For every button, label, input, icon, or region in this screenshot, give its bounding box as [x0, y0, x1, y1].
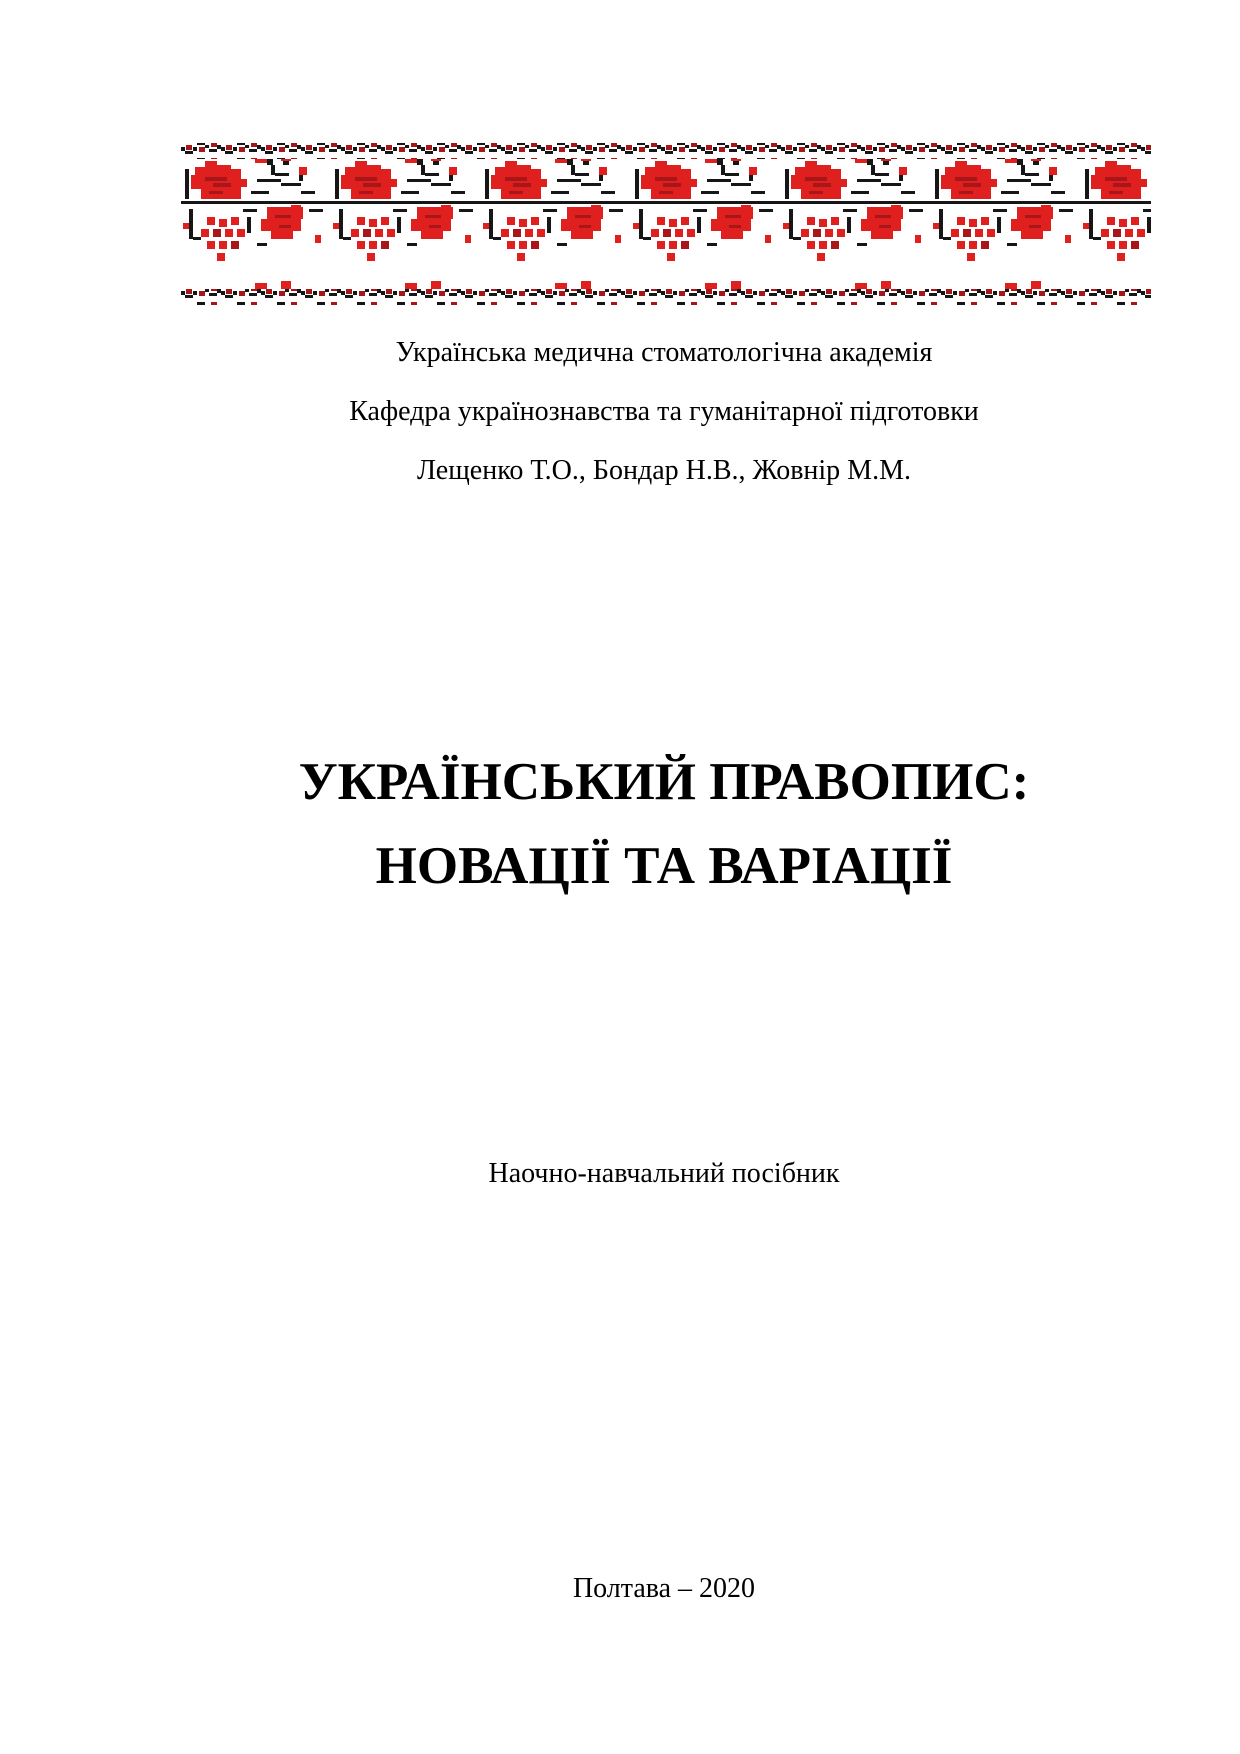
institution-name: Українська медична стоматологічна академія [395, 337, 933, 368]
document-subtitle: Наочно-навчальний посібник [488, 1158, 840, 1189]
department-name: Кафедра українознавства та гуманітарної підготовки [349, 396, 979, 427]
document-title-line-2: НОВАЦІЇ ТА ВАРІАЦІЇ [375, 837, 953, 895]
authors: Лещенко Т.О., Бондар Н.В., Жовнір М.М. [417, 455, 911, 486]
place-and-year: Полтава – 2020 [572, 1573, 756, 1604]
embroidery-ornament-banner [181, 139, 1151, 309]
document-title-line-1: УКРАЇНСЬКИЙ ПРАВОПИС: [298, 753, 1030, 811]
embroidery-pattern-icon [181, 139, 1151, 309]
